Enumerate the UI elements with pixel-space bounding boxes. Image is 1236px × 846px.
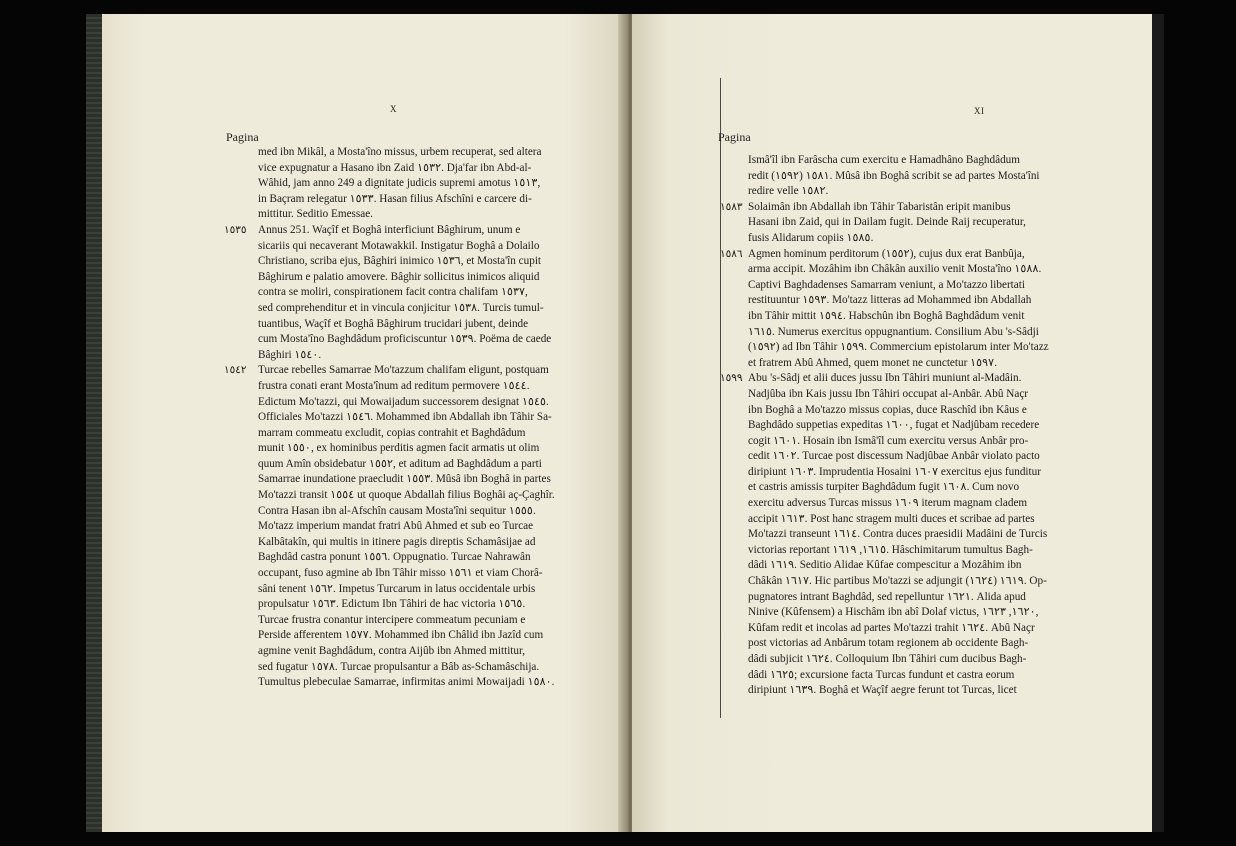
text-line: fusis Alidarum copiis ١٥٨٥. <box>748 231 874 244</box>
text-line: Christiano, scriba ejus, Bâghiri inimico ١٥٣٦, et Mosta'în cupit <box>258 255 542 268</box>
text-line: Samarrae inundatione praecludit ١٥٥٣. Mûsâ ibn Boghâ in partes <box>258 473 551 486</box>
text-line: dâdi subjicit ١٦٢٤. Colloquium Ibn Tâhiri cum ducibus Bagh- <box>748 653 1027 665</box>
text-line: et castris amissis turpiter Baghdâdum fugit ١٦٠٨. Cum novo <box>748 481 1020 494</box>
text-line: exercitu adversus Turcas missus ١٦٠٩ iterum magnam cladem <box>748 497 1028 510</box>
ruled-line <box>720 78 721 718</box>
text-line: diripiunt ١٦٣٩. Boghâ et Waçîf aegre ferunt tot Turcas, licet <box>748 684 1017 697</box>
text-line: Nadjûba ibn Kais jussu Ibn Tâhiri occupat al-Anbâr. Abû Naçr <box>748 387 1029 400</box>
text-line: Turcae frustra conantur intercipere commeatum pecuniam e <box>258 613 526 626</box>
margin-page-reference: ١٥٩٩ <box>720 373 743 385</box>
text-line: quum Amîn obsidebatur ١٥٥٢, et aditum ad Baghdâdum a parti <box>258 457 542 470</box>
text-line: restituuntur ١٥٩٣. Mo'tazz litteras ad Mohammed ibn Abdallah <box>748 294 1032 307</box>
text-line: Mo'tazzi transeunt ١٦١٤. Contra duces praesidii Madâini de Turcis <box>748 528 1048 541</box>
page-number: X <box>390 104 397 114</box>
text-line: redit (١٥٩٢) ١٥٨١. Mûsâ ibn Boghâ scribit se ad partes Mosta'îni <box>748 169 1040 182</box>
book-spread <box>86 14 1164 832</box>
text-line: med ibn Mikâl, a Mosta'îno missus, urbem recuperat, sed altera <box>258 146 542 158</box>
page-number: XI <box>974 106 985 116</box>
text-line: victorias reportant ١٦١٥, ١٦١٩. Hâschimitarum tumultus Bagh- <box>748 543 1033 556</box>
text-line: Baghdâdo suppetias expeditas ١٦٠٠, fugat et Nadjûbam recedere <box>748 419 1040 432</box>
text-line: arma accipit. Mozâhim ibn Châkân auxilio venit Mosta'îno ١٥٨٨. <box>748 263 1042 276</box>
text-line: dâdi ١٦١٩. Seditio Alidae Kûfae compescitur a Mozâhim ibn <box>748 559 1022 572</box>
text-line: Tumultus plebeculae Samarrae, infirmitas animi Mowaijadi ١٥٨٠. <box>258 676 555 689</box>
text-line: post victorias ad Anbârum totam regionem ab occidente Bagh- <box>748 637 1029 650</box>
text-line: sicariis qui necaverant Motawakkil. Instigatur Boghâ a Dolailo <box>258 239 540 252</box>
pagina-heading: Pagina <box>718 130 751 144</box>
text-line: propulsatur ١٥٦٣. Edictum Ibn Tâhiri de hac victoria ١٥٦٥. <box>258 598 526 611</box>
text-line: et fratrem Abû Ahmed, quem monet ne cunctetur ١٥٩٧. <box>748 356 997 369</box>
left-text-column <box>258 145 610 691</box>
text-line: vice expugnatur a Hasano ibn Zaid ١٥٣٢. Dja'far ibn Abd-al- <box>258 161 532 174</box>
right-text-column <box>748 153 1096 699</box>
text-line: Ninive (Kûfensem) a Hischâm ibn abî Dolaf victus, ١٦٢٠, ١٦٢٣, <box>748 606 1039 619</box>
text-line: ١٦١٥. Numerus exercitus oppugnantium. Consilium Abu 's-Sâdji <box>748 325 1039 338</box>
text-line: dâdi ١٦٢٥; excursione facta Turcas fundunt et castra eorum <box>748 668 1015 681</box>
margin-page-reference: ١٥٨٦ <box>720 248 743 260</box>
text-line: Bâghirum e palatio amovere. Bâghir sollicitus inimicos aliquid <box>258 270 540 283</box>
text-line: Turcae rebelles Samarrae Mo'tazzum chalifam eligunt, postquam <box>258 364 549 377</box>
text-line: Agmen hominum perditorum (١٥٥٢), cujus dux erat Banbûja, <box>748 247 1025 260</box>
text-line: cogit ١٦٠١. Hosain ibn Ismâ'îl cum exercitu versus Anbâr pro- <box>748 434 1029 447</box>
text-line: munit ١٥٥٠, ex hominibus perditis agmen facit armatis ut olim <box>258 442 540 455</box>
text-line: Ismâ'îl ibn Farâscha cum exercitu e Hamadhâno Baghdâdum <box>748 154 1020 166</box>
text-line: Annus 251. Waçîf et Boghâ interficiunt Bâghirum, unum e <box>258 223 521 236</box>
text-line: mittitur. Seditio Emessae. <box>258 208 373 221</box>
text-line: sâni tenent ١٥٦٢. Impetus Turcarum in latus occidentale urbis <box>258 582 536 595</box>
text-line: Solaimân ibn Abdallah ibn Tâhir Tabaristân eripit manibus <box>748 200 1011 213</box>
text-line: ibn Boghâ a Mo'tazzo missus copias, duce Raschîd ibn Kâus e <box>748 403 1027 416</box>
text-line: Abu 's-Sâdj et alii duces jussu Ibn Tâhiri muniunt al-Madâin. <box>748 372 1022 385</box>
text-line: redire velle ١٥٨٢. <box>748 185 829 198</box>
text-line: (١٥٩٢) ad Ibn Tâhir ١٥٩٩. Commercium epistolarum inter Mo'tazz <box>748 341 1049 354</box>
text-line: diripiunt ١٦٠٣. Imprudentia Hosaini ١٦٠٧ exercitus ejus funditur <box>748 465 1041 478</box>
text-line: contra se moliri, conspirationem facit contra chalifam ١٥٣٧, <box>258 286 528 299</box>
text-line: frustra conati erant Mosta'înum ad reditum permovere ١٥٤٤. <box>258 379 530 392</box>
text-line: Perside afferentem ١٥٧٧. Mohammed ibn Châlid ibn Jazîd cum <box>258 629 544 642</box>
text-line: Officiales Mo'tazzi ١٥٤٦. Mohammed ibn Abdallah ibn Tâhir Sa- <box>258 411 552 424</box>
pagina-heading: Pagina <box>226 130 259 144</box>
text-line: tuantibus, Waçîf et Boghâ Bâghirum trucidari jubent, deinde <box>258 317 529 330</box>
text-line: sed fugatur ١٥٧٨. Turcae propulsantur a Bâb as-Schamâschija. <box>258 660 540 673</box>
text-line: cum Mosta'îno Baghdâdum proficiscuntur ١٥٣٩. Poëma de caede <box>258 333 552 346</box>
text-line: Wâhid, jam anno 249 a dignitate judicis supremi amotus ١٥١٣, <box>258 177 541 190</box>
text-line: ibn Tâhir mittit ١٥٩٤. Habschûn ibn Boghâ Baghdâdum venit <box>748 309 1025 322</box>
text-line: Bâghiri ١٥٤٠. <box>258 348 322 361</box>
text-line: pugnatores intrant Baghdâd, sed repelluntur ١٦٢١. Alida apud <box>748 590 1026 603</box>
text-line: Kalbâtakîn, qui multis in itinere pagis direptis Schamâsijae ad <box>258 535 536 548</box>
right-page <box>632 14 1152 832</box>
margin-page-reference: ١٥٨٣ <box>720 201 743 213</box>
text-line: cedit ١٦٠٢. Turcae post discessum Nadjûbae Anbâr violato pacto <box>748 450 1040 463</box>
text-line: Châkân ١٦١٧. Hic partibus Mo'tazzi se adjungit ١٦١٩ (١٦٢٤). Op- <box>748 575 1047 588</box>
text-line: Mo'tazzi transit ١٥٥٤ ut quoque Abdallah filius Boghâi aç-Çaghîr. <box>258 489 555 502</box>
text-line: Edictum Mo'tazzi, qui Mowaijadum successorem designat ١٥٤٥. <box>258 395 549 408</box>
text-line: agmine venit Baghdâdum, contra Aijûb ibn Ahmed mittitur, <box>258 645 526 657</box>
text-line: in Baçram relegatur ١٥٣٣. Hasan filius Afschîni e carcere di- <box>258 192 532 205</box>
text-line: Baghdâd castra ponunt ١٥٥٦. Oppugnatio. Turcae Nahrawân <box>258 551 531 564</box>
text-line: Hasani ibn Zaid, qui in Dailam fugit. Deinde Raij recuperatur, <box>748 216 1026 229</box>
left-page <box>102 14 628 832</box>
text-line: marram commeatu excludit, copias contrahit et Baghdâdum <box>258 426 526 439</box>
text-line: Kûfam redit et incolas ad partes Mo'tazzi trahit ١٦٢٤. Abû Naçr <box>748 621 1035 634</box>
margin-page-reference: ١٥٤٢ <box>224 365 247 377</box>
text-line: Mo'tazz imperium mandat fratri Abû Ahmed et sub eo Turcae <box>258 520 534 533</box>
text-line: Captivi Baghdadenses Samarram veniunt, a Mo'tazzo libertati <box>748 278 1025 291</box>
text-line: occupant, fuso agmine ab Ibn Tâhir misso ١٥٦١ et viam Chorâ- <box>258 567 543 580</box>
text-line: Contra Hasan ibn al-Afschîn causam Mosta'îni sequitur ١٥٥٥. <box>258 504 536 517</box>
text-line: sed comprehenditur et in vincula conjicitur ١٥٣٨. Turcis tumul- <box>258 301 544 314</box>
margin-page-reference: ١٥٣٥ <box>224 225 247 236</box>
text-line: accipit ١٦١٣. Post hanc stragem multi duces et scribae ad partes <box>748 512 1035 525</box>
